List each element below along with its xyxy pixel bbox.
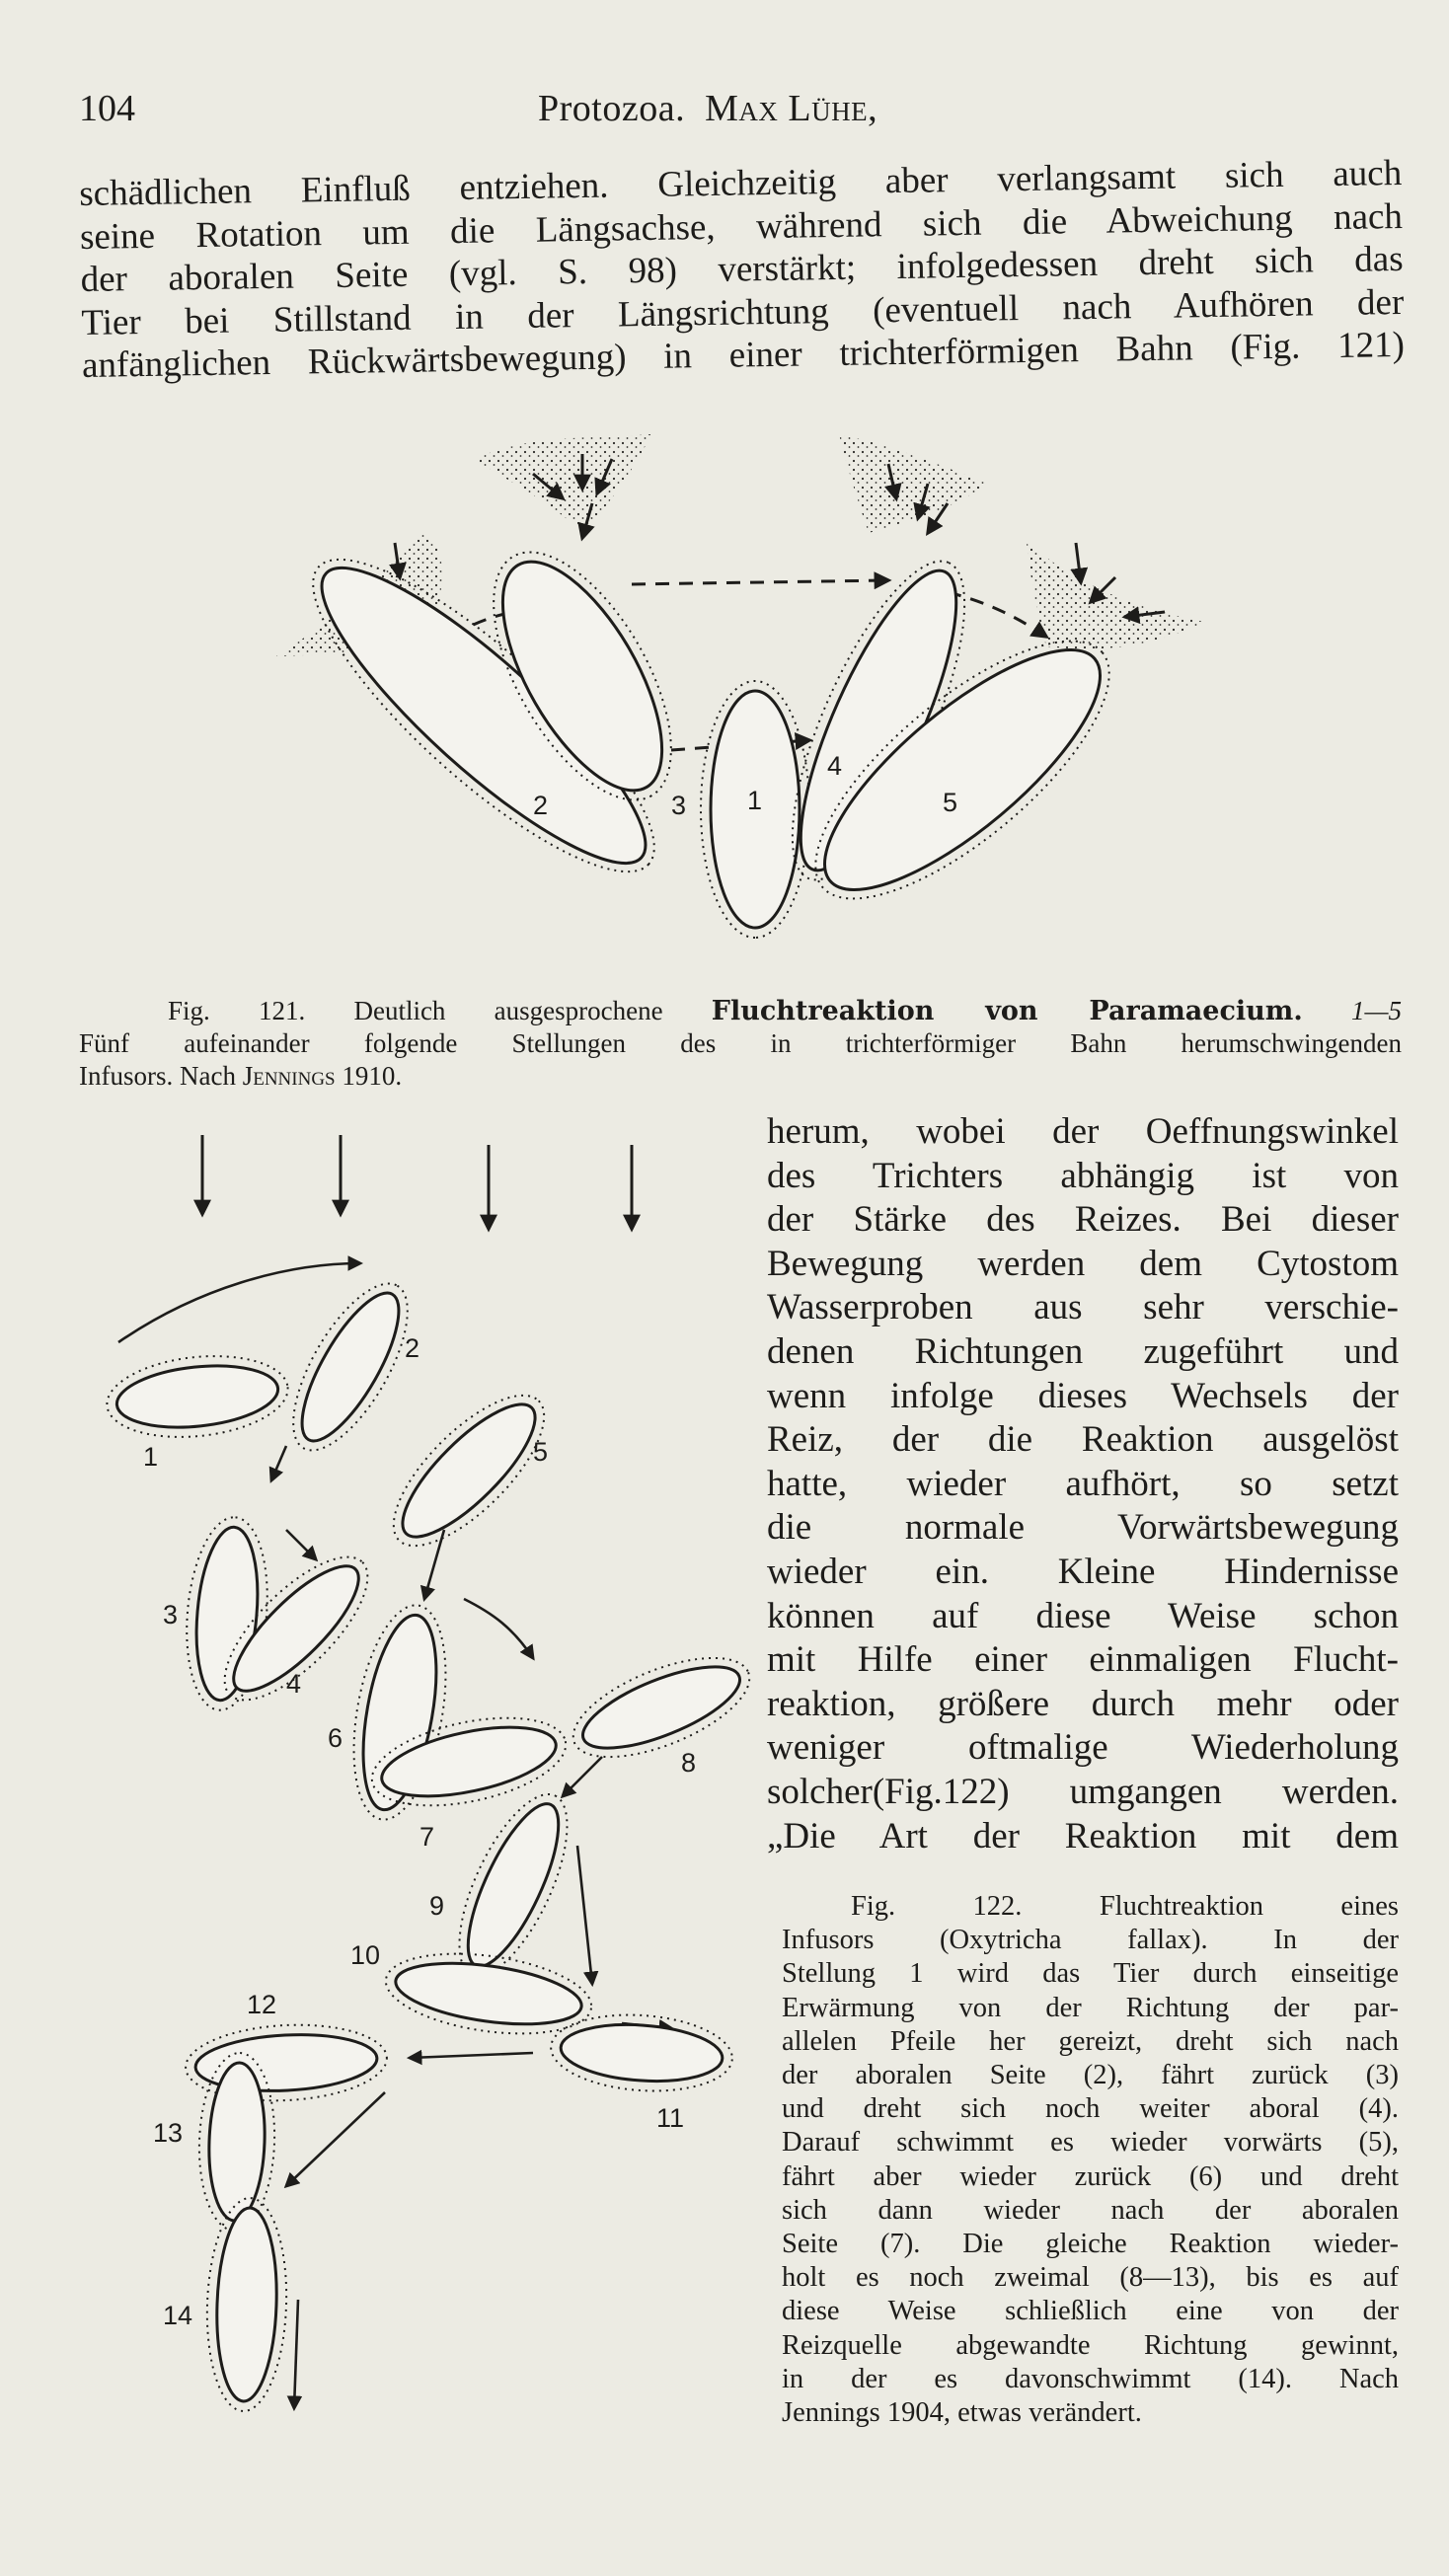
caption-line: Fig. 121. Deutlich ausgesprochene Fluchtreaktion von Paramaecium. 1—5: [168, 996, 1402, 1026]
movement-arrows: [118, 1263, 671, 2408]
caption-line: Darauf schwimmt es wieder vorwärts (5),: [782, 2127, 1399, 2159]
cell-9: [451, 1793, 576, 1978]
text-line: der Stärke des Reizes. Bei dieser: [767, 1199, 1399, 1241]
caption-line: allelen Pfeile her gereizt, dreht sich nach: [782, 2025, 1399, 2057]
position-label: 13: [153, 2118, 184, 2148]
caption-line: Infusors. Nach Jennings 1910.: [79, 1061, 403, 1091]
position-label: 2: [533, 791, 549, 820]
cell-8: [573, 1650, 750, 1765]
stimulus-cloud: [474, 434, 651, 533]
position-label: 10: [350, 1940, 381, 1970]
figure-122-caption: [782, 1890, 1399, 2430]
stimulus-cloud: [1027, 543, 1204, 648]
position-label: 7: [419, 1822, 435, 1852]
caption-line: diese Weise schließlich eine von der: [782, 2296, 1399, 2327]
caption-line: Stellung 1 wird das Tier durch einseitige: [782, 1958, 1399, 1990]
position-label: 14: [163, 2301, 193, 2330]
position-label: 8: [681, 1748, 697, 1778]
running-title: [538, 87, 877, 130]
caption-line: Erwärmung von der Richtung der par-: [782, 1992, 1399, 2023]
text-line: wenn infolge dieses Wechsels der: [767, 1375, 1399, 1416]
position-label: 4: [827, 751, 843, 781]
text-line: können auf diese Weise schon: [767, 1595, 1399, 1636]
text-line: seine Rotation um die Längsachse, während sich die Abweichung nach: [79, 195, 1404, 258]
position-label: 9: [429, 1891, 445, 1921]
cell-14: [214, 2207, 280, 2402]
caption-line: in der es davonschwimmt (14). Nach: [782, 2363, 1399, 2394]
text-line: denen Richtungen zugeführt und: [767, 1330, 1399, 1372]
text-line: weniger oftmalige Wiederholung: [767, 1727, 1399, 1769]
caption-line: der aboralen Seite (2), fährt zurück (3): [782, 2060, 1399, 2091]
caption-line: Reizquelle abgewandte Richtung gewinnt,: [782, 2329, 1399, 2361]
stimulus-arrows: [202, 1135, 632, 1229]
caption-line: sich dann wieder nach der aboralen: [782, 2194, 1399, 2226]
text-line: schädlichen Einfluß entziehen. Gleichzeitig aber verlangsamt sich auch: [79, 152, 1403, 214]
text-line: der aboralen Seite (vgl. S. 98) verstärkt; infolgedessen dreht sich das: [80, 238, 1404, 300]
caption-line: Fünf aufeinander folgende Stellungen des in trichterförmiger Bahn herumschwingenden: [79, 1028, 1402, 1058]
text-line: herum, wobei der Oeffnungswinkel: [767, 1111, 1399, 1152]
text-line: wieder ein. Kleine Hindernisse: [767, 1551, 1399, 1592]
position-label: 12: [247, 1990, 277, 2019]
text-line: hatte, wieder aufhört, so setzt: [767, 1463, 1399, 1504]
figure-121-paramaecium-funnel: [257, 415, 1224, 977]
position-label: 3: [163, 1600, 179, 1629]
position-label: 4: [286, 1669, 302, 1699]
caption-line: fährt aber wieder zurück (6) und dreht: [782, 2160, 1399, 2192]
caption-line: holt es noch zweimal (8—13), bis es auf: [782, 2262, 1399, 2294]
intro-paragraph: [79, 152, 1405, 388]
position-label: 3: [671, 791, 687, 820]
page-header: [79, 87, 1362, 136]
caption-line: Jennings 1904, etwas verändert.: [782, 2397, 1142, 2429]
continuation-paragraph: [767, 1110, 1399, 1858]
text-line: reaktion, größere durch mehr oder: [767, 1683, 1399, 1724]
text-line: mit Hilfe einer einmaligen Flucht-: [767, 1639, 1399, 1681]
caption-line: Fig. 122. Fluchtreaktion eines: [851, 1891, 1399, 1922]
position-label: 5: [943, 788, 958, 817]
section-title: Protozoa.: [538, 88, 686, 129]
author-name: Jennings: [242, 1061, 336, 1091]
text-line: Tier bei Stillstand in der Längsrichtung (eventuell nach Aufhören der: [81, 281, 1405, 343]
text-line: des Trichters abhängig ist von: [767, 1155, 1399, 1196]
cell-10: [392, 1953, 585, 2034]
text-line: Bewegung werden dem Cytostom: [767, 1243, 1399, 1284]
text-line: „Die Art der Reaktion mit dem: [767, 1815, 1399, 1856]
position-label: 5: [533, 1437, 549, 1467]
caption-line: Seite (7). Die gleiche Reaktion wieder-: [782, 2229, 1399, 2260]
caption-line: und dreht sich noch weiter aboral (4).: [782, 2093, 1399, 2125]
cell-11: [559, 2019, 724, 2085]
page-number: 104: [79, 88, 135, 129]
text-line: Reiz, der die Reaktion ausgelöst: [767, 1419, 1399, 1461]
caption-line: Infusors (Oxytricha fallax). In der: [782, 1925, 1399, 1956]
author-name: Max Lühe,: [705, 88, 878, 129]
text-line: anfänglichen Rückwärtsbewegung) in einer trichterförmigen Bahn (Fig. 121): [81, 324, 1406, 386]
caption-title: Fluchtreaktion von Paramaecium.: [711, 996, 1303, 1026]
cell-1: [114, 1359, 280, 1435]
figure-122-oxytricha-sequence: [89, 1115, 760, 2428]
stimulus-cloud: [839, 434, 987, 533]
cell-13: [206, 2062, 267, 2222]
position-label: 1: [747, 786, 763, 815]
figure-121-caption: [79, 995, 1402, 1093]
text-line: solcher(Fig.122) umgangen werden.: [767, 1771, 1399, 1812]
position-label: 11: [656, 2103, 685, 2133]
cell-5: [385, 1387, 553, 1554]
position-label: 6: [328, 1723, 343, 1753]
text-line: Wasserproben aus sehr verschie-: [767, 1287, 1399, 1328]
position-label: 1: [143, 1442, 159, 1472]
position-label: 2: [405, 1333, 420, 1363]
text-line: die normale Vorwärtsbewegung: [767, 1507, 1399, 1549]
